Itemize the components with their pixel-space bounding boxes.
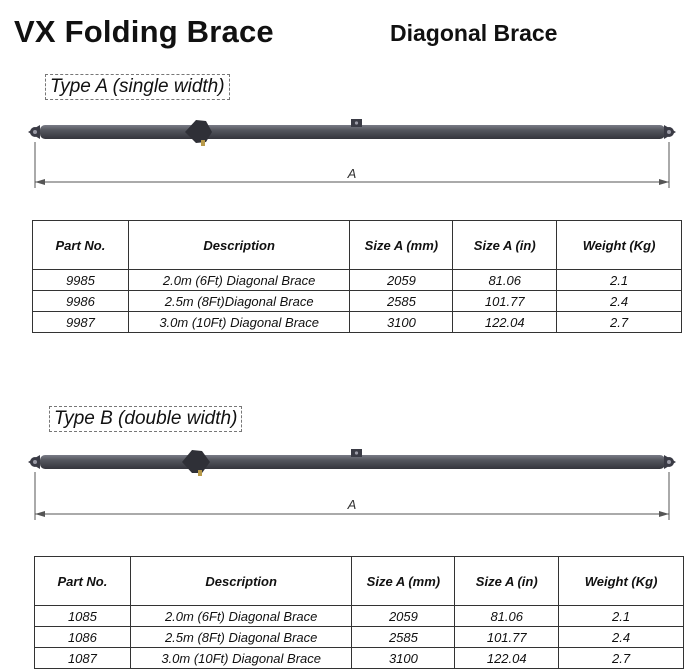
cell-part-no: 1086 [35,627,131,648]
type-a-label: Type A (single width) [45,74,230,100]
table-row [35,627,684,648]
col-header-size-mm: Size A (mm) [352,557,455,606]
cell-weight: 2.4 [559,627,684,648]
spec-table-type-b [34,556,684,669]
center-clamp [351,449,362,457]
cell-part-no: 1087 [35,648,131,669]
right-end-cap [664,455,676,469]
dimension-line [35,472,669,520]
hinge-joint [182,450,210,476]
cell-part-no: 1085 [35,606,131,627]
col-header-description: Description [128,221,350,270]
cell-size-mm: 2585 [350,291,453,312]
center-clamp [351,119,362,127]
right-end-cap [664,125,676,139]
spec-table-type-a [32,220,682,333]
cell-size-mm: 2059 [352,606,455,627]
hinge-joint [185,120,212,146]
col-header-weight: Weight (Kg) [559,557,684,606]
table-row [33,270,682,291]
cell-size-mm: 3100 [352,648,455,669]
cell-size-mm: 2059 [350,270,453,291]
cell-size-mm: 2585 [352,627,455,648]
cell-description: 2.0m (6Ft) Diagonal Brace [130,606,352,627]
brace-b-drawing [0,443,688,523]
col-header-description: Description [130,557,352,606]
table-row [33,312,682,333]
col-header-size-in: Size A (in) [455,557,559,606]
table-row [35,606,684,627]
cell-weight: 2.7 [559,648,684,669]
cell-size-in: 81.06 [453,270,557,291]
col-header-part-no: Part No. [35,557,131,606]
cell-size-in: 81.06 [455,606,559,627]
cell-size-in: 122.04 [455,648,559,669]
col-header-weight: Weight (Kg) [557,221,682,270]
cell-description: 3.0m (10Ft) Diagonal Brace [130,648,352,669]
cell-weight: 2.4 [557,291,682,312]
table-row [33,291,682,312]
brace-tube [40,125,665,139]
dimension-line [35,142,669,188]
col-header-size-mm: Size A (mm) [350,221,453,270]
cell-part-no: 9987 [33,312,129,333]
brace-tube [40,455,665,469]
left-end-cap [28,125,40,139]
col-header-size-in: Size A (in) [453,221,557,270]
cell-part-no: 9986 [33,291,129,312]
cell-size-in: 122.04 [453,312,557,333]
table-row [35,648,684,669]
dimension-label-b: A [347,497,357,512]
cell-size-in: 101.77 [455,627,559,648]
cell-description: 3.0m (10Ft) Diagonal Brace [128,312,350,333]
dimension-label-a: A [347,166,357,181]
page-subtitle: Diagonal Brace [390,20,558,46]
cell-part-no: 9985 [33,270,129,291]
cell-size-in: 101.77 [453,291,557,312]
left-end-cap [28,455,40,469]
cell-description: 2.5m (8Ft) Diagonal Brace [130,627,352,648]
cell-weight: 2.1 [557,270,682,291]
cell-weight: 2.7 [557,312,682,333]
cell-weight: 2.1 [559,606,684,627]
cell-size-mm: 3100 [350,312,453,333]
page-title: VX Folding Brace [14,14,274,49]
table-header-row [33,221,682,270]
brace-a-drawing [0,110,688,190]
type-b-label: Type B (double width) [49,406,242,432]
table-header-row [35,557,684,606]
cell-description: 2.0m (6Ft) Diagonal Brace [128,270,350,291]
cell-description: 2.5m (8Ft)Diagonal Brace [128,291,350,312]
col-header-part-no: Part No. [33,221,129,270]
